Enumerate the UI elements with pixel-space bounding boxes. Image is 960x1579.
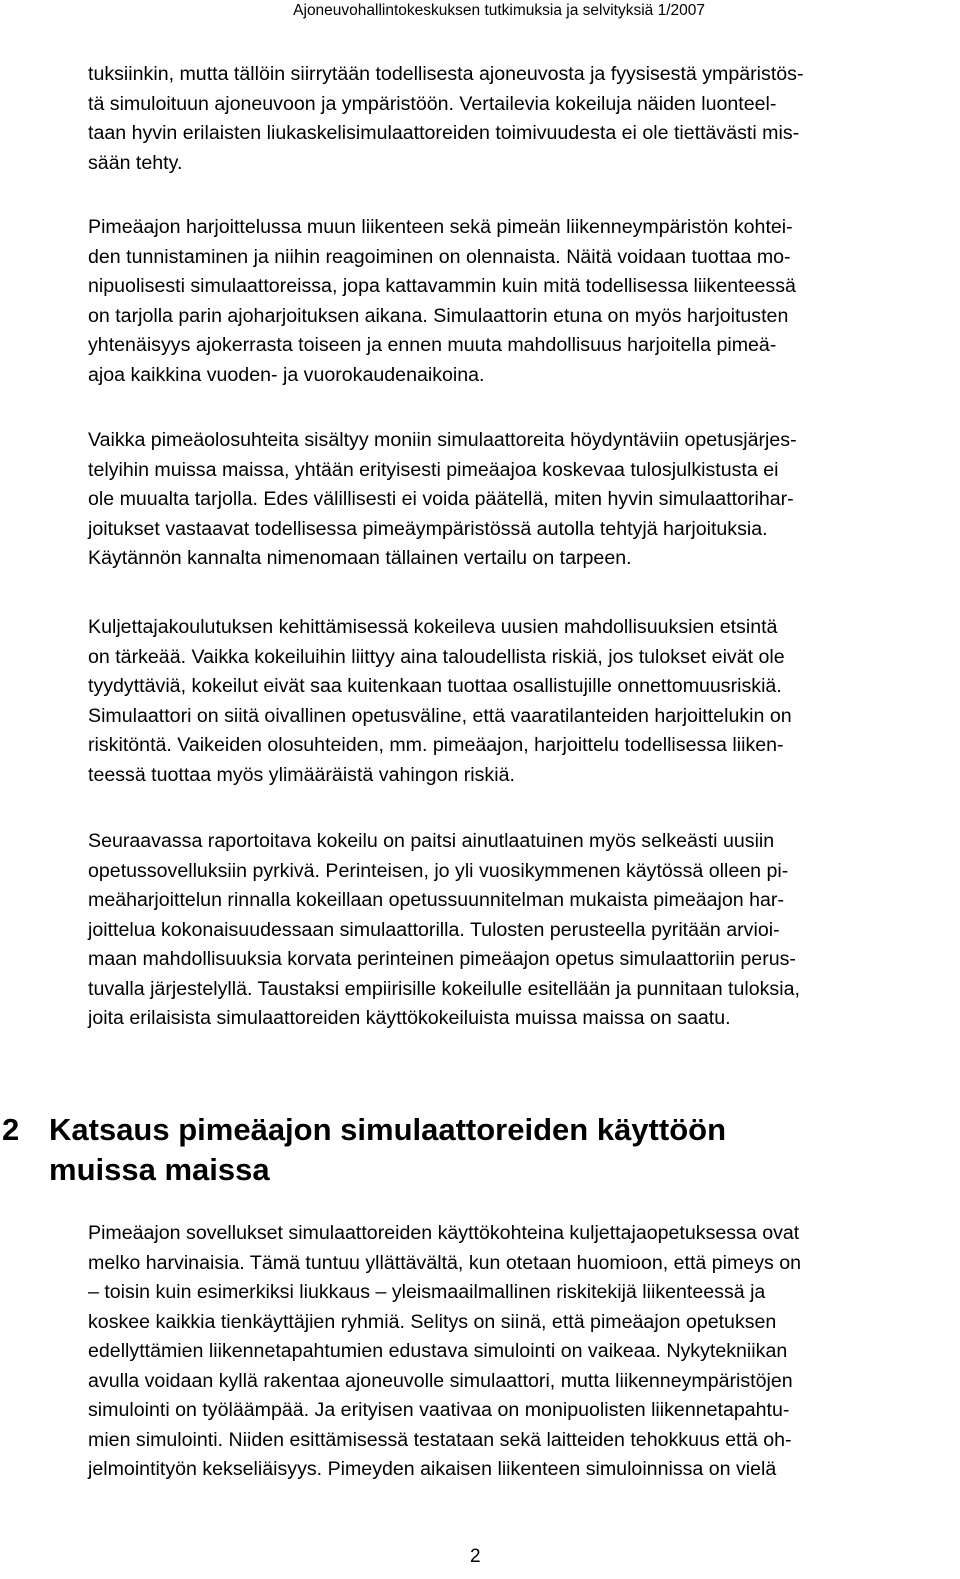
- text-line: ajoa kaikkina vuoden- ja vuorokaudenaikoina.: [88, 363, 485, 386]
- section-title-line: Katsaus pimeäajon simulaattoreiden käyttöön: [49, 1112, 727, 1147]
- section-title: [49, 1110, 726, 1190]
- text-line: Pimeäajon sovellukset simulaattoreiden käyttökohteina kuljettajaopetuksessa ovat: [88, 1222, 800, 1244]
- text-line: riskitöntä. Vaikeiden olosuhteiden, mm. pimeäajon, harjoittelu todellisessa liiken-: [88, 734, 784, 756]
- text-line: melko harvinaisia. Tämä tuntuu yllättävältä, kun otetaan huomioon, että pimeys on: [88, 1251, 802, 1274]
- text-line: Käytännön kannalta nimenomaan tällainen vertailu on tarpeen.: [88, 547, 632, 569]
- paragraph-4: [88, 613, 948, 790]
- text-line: – toisin kuin esimerkiksi liukkaus – yleismaailmallinen riskitekijä liikenteessä ja: [88, 1281, 766, 1303]
- text-line: simulointi on työläämpää. Ja erityisen vaativaa on monipuolisten liikennetapahtu-: [88, 1399, 790, 1421]
- paragraph-3: [88, 426, 948, 574]
- text-line: tuvalla järjestelyllä. Taustaksi empiirisille kokeilulle esitellään ja punnitaan tuloksia,: [88, 977, 800, 1000]
- text-line: joitukset vastaavat todellisessa pimeäympäristössä autolla tehtyjä harjoituksia.: [88, 517, 768, 540]
- text-line: sään tehty.: [88, 151, 183, 174]
- text-line: Kuljettajakoulutuksen kehittämisessä kokeileva uusien mahdollisuuksien etsintä: [88, 616, 778, 638]
- text-line: Vaikka pimeäolosuhteita sisältyy moniin simulaattoreita höydyntäviin opetusjärjes-: [88, 429, 797, 451]
- page-number: 2: [470, 1546, 481, 1567]
- running-header: Ajoneuvohallintokeskuksen tutkimuksia ja selvityksiä 1/2007: [293, 2, 705, 19]
- text-line: on tarjolla parin ajoharjoituksen aikana. Simulaattorin etuna on myös harjoitusten: [88, 304, 789, 327]
- paragraph-5: [88, 827, 948, 1034]
- text-line: joittelua kokonaisuudessaan simulaattorilla. Tulosten perusteella pyritään arvioi-: [88, 918, 780, 941]
- text-line: tuksiinkin, mutta tällöin siirrytään todellisesta ajoneuvosta ja fyysisestä ympäristös-: [88, 63, 804, 85]
- section-number: 2: [2, 1112, 20, 1147]
- text-line: on tärkeää. Vaikka kokeiluihin liittyy aina taloudellista riskiä, jos tulokset eivät ole: [88, 645, 785, 668]
- text-line: yhtenäisyys ajokerrasta toiseen ja ennen muuta mahdollisuus harjoitella pimeä-: [88, 334, 777, 356]
- text-line: avulla voidaan kyllä rakentaa ajoneuvolle simulaattori, mutta liikenneympäristöjen: [88, 1369, 793, 1392]
- text-line: maan mahdollisuuksia korvata perinteinen pimeäajon opetus simulaattoriin perus-: [88, 948, 796, 970]
- text-line: tyydyttäviä, kokeilut eivät saa kuitenkaan tuottaa osallistujille onnettomuusriskiä.: [88, 675, 782, 697]
- text-line: tä simuloituun ajoneuvoon ja ympäristöön. Vertailevia kokeiluja näiden luonteel-: [88, 92, 777, 115]
- text-line: meäharjoittelun rinnalla kokeillaan opetussuunnitelman mukaista pimeäajon har-: [88, 889, 784, 911]
- section-paragraph: [88, 1219, 948, 1485]
- text-line: taan hyvin erilaisten liukaskelisimulaattoreiden toimivuudesta ei ole tiettävästi mis-: [88, 122, 800, 144]
- text-line: koskee kaikkia tienkäyttäjien ryhmiä. Selitys on siinä, että pimeäajon opetuksen: [88, 1310, 777, 1333]
- text-line: Pimeäajon harjoittelussa muun liikenteen sekä pimeän liikenneympäristön kohtei-: [88, 216, 793, 238]
- text-line: edellyttämien liikennetapahtumien edustava simulointi on vaikeaa. Nykytekniikan: [88, 1340, 788, 1362]
- text-line: jelmointityön kekseliäisyys. Pimeyden aikaisen liikenteen simuloinnissa on vielä: [88, 1458, 777, 1480]
- text-line: mien simulointi. Niiden esittämisessä testataan sekä laitteiden tehokkuus että oh-: [88, 1428, 792, 1451]
- paragraph-2: [88, 213, 948, 390]
- text-line: nipuolisesti simulaattoreissa, jopa kattavammin kuin mitä todellisessa liikenteessä: [88, 275, 796, 297]
- text-line: opetussovelluksiin pyrkivä. Perinteisen, jo yli vuosikymmenen käytössä olleen pi-: [88, 859, 789, 882]
- text-line: telyihin muissa maissa, yhtään erityisesti pimeäajoa koskevaa tulosjulkistusta ei: [88, 458, 779, 481]
- text-line: joita erilaisista simulaattoreiden käyttökokeiluista muissa maissa on saatu.: [88, 1007, 731, 1029]
- section-title-line: muissa maissa: [49, 1152, 270, 1187]
- text-line: den tunnistaminen ja niihin reagoiminen on olennaista. Näitä voidaan tuottaa mo-: [88, 245, 791, 268]
- text-line: ole muualta tarjolla. Edes välillisesti ei voida päätellä, miten hyvin simulaattorihar-: [88, 488, 794, 510]
- text-line: Seuraavassa raportoitava kokeilu on paitsi ainutlaatuinen myös selkeästi uusiin: [88, 830, 775, 852]
- text-line: Simulaattori on siitä oivallinen opetusväline, että vaaratilanteiden harjoittelukin on: [88, 704, 792, 727]
- paragraph-1: [88, 60, 948, 178]
- text-line: teessä tuottaa myös ylimääräistä vahingon riskiä.: [88, 763, 515, 786]
